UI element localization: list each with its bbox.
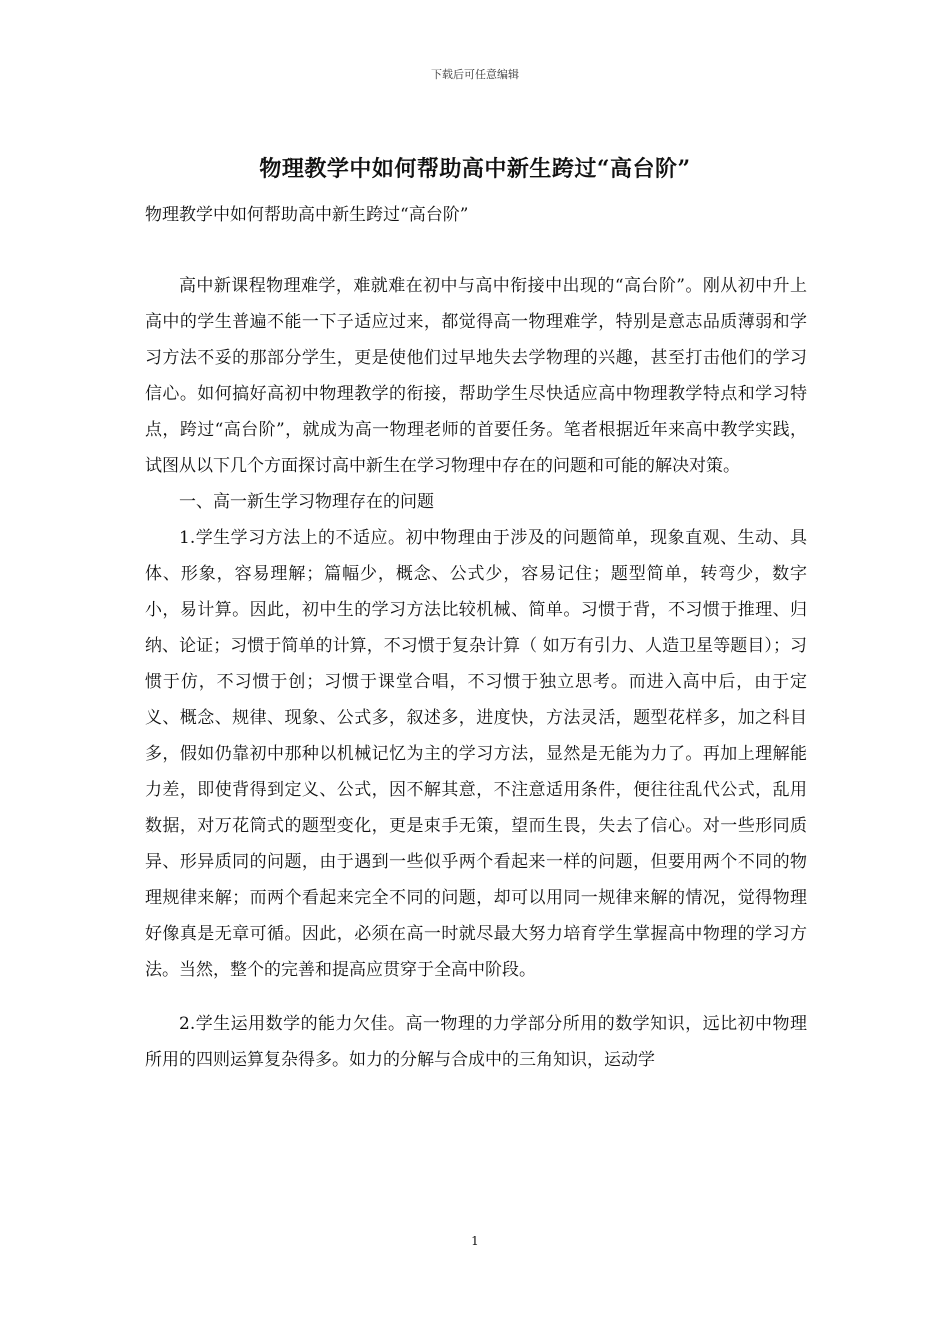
paragraph-point-2: 2.学生运用数学的能力欠佳。高一物理的力学部分所用的数学知识，远比初中物理所用的四则运算复杂得多。如力的分解与合成中的三角知识，运动学 xyxy=(145,1014,807,1070)
section-heading: 一、高一新生学习物理存在的问题 xyxy=(179,492,434,512)
document-title: 物理教学中如何帮助高中新生跨过“高台阶” xyxy=(259,156,691,182)
paragraph-intro: 高中新课程物理难学，难就难在初中与高中衔接中出现的“高台阶”。刚从初中升上高中的学生普遍不能一下子适应过来，都觉得高一物理难学，特别是意志品质薄弱和学习方法不妥的那部分学生，更是使他们过早地失去学物理的兴趣，甚至打击他们的学习信心。如何搞好高初中物理教学的衔接，帮助学生尽快适应高中物理教学特点和学习特点，跨过“高台阶”，就成为高一物理老师的首要任务。笔者根据近年来高中教学实践，试图从以下几个方面探讨高中新生在学习物理中存在的问题和可能的解决对策。 xyxy=(145,276,807,476)
document-subtitle: 物理教学中如何帮助高中新生跨过“高台阶” xyxy=(145,205,469,225)
header-note: 下载后可任意编辑 xyxy=(431,68,519,81)
paragraph-point-1: 1.学生学习方法上的不适应。初中物理由于涉及的问题简单，现象直观、生动、具体、形象，容易理解；篇幅少，概念、公式少，容易记住；题型简单，转弯少，数字小，易计算。因此，初中生的学习方法比较机械、简单。习惯于背，不习惯于推理、归纳、论证；习惯于简单的计算，不习惯于复杂计算（ 如万有引力、人造卫星等题目）；习惯于仿，不习惯于创；习惯于课堂合唱，不习惯于独立思考。而进入高中后，由于定义、概念、规律、现象、公式多，叙述多，进度快，方法灵活，题型花样多，加之科目多，假如仍靠初中那种以机械记忆为主的学习方法，显然是无能为力了。再加上理解能力差，即使背得到定义、公式，因不解其意，不注意适用条件，便往往乱代公式，乱用数据，对万花筒式的题型变化，更是束手无策，望而生畏，失去了信心。对一些形同质异、形异质同的问题，由于遇到一些似乎两个看起来一样的问题，但要用两个不同的物理规律来解；而两个看起来完全不同的问题，却可以用同一规律来解的情况，觉得物理好像真是无章可循。因此，必须在高一时就尽最大努力培育学生掌握高中物理的学习方法。当然，整个的完善和提高应贯穿于全高中阶段。 xyxy=(145,528,807,980)
page-number: 1 xyxy=(471,1234,479,1248)
document-body xyxy=(145,268,807,1078)
